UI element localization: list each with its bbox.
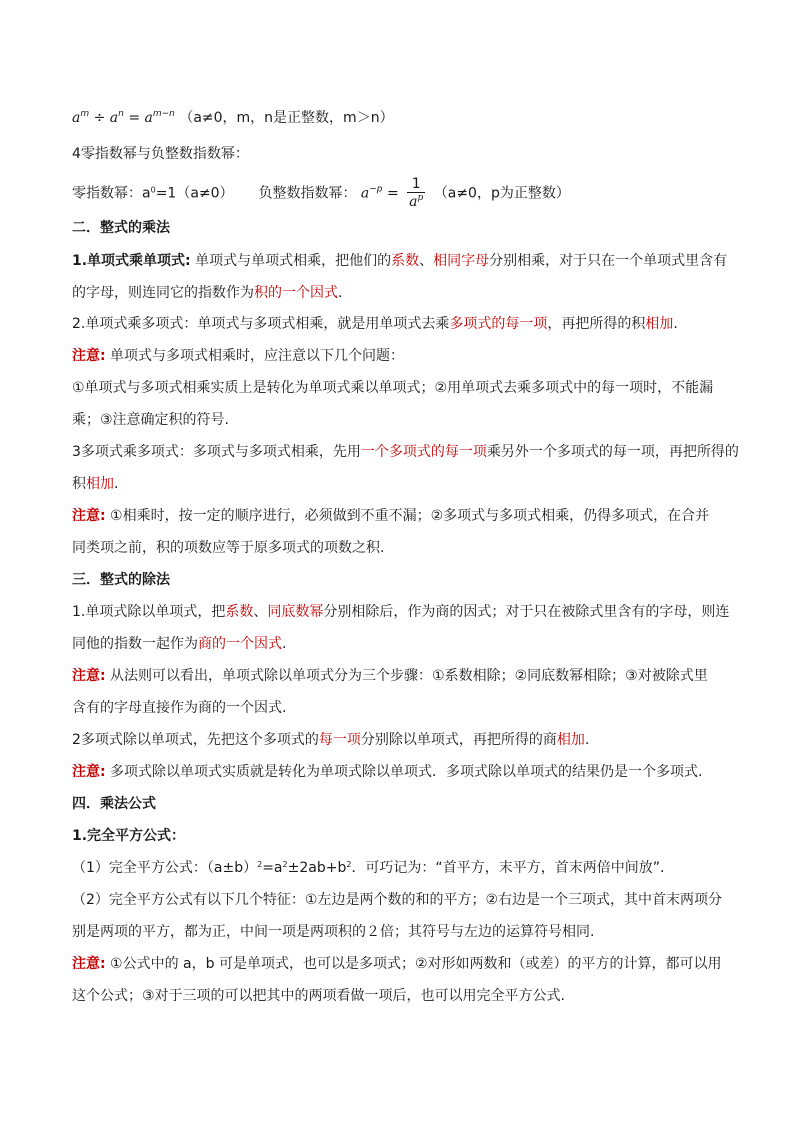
highlight-term: 积的一个因式 [254, 285, 338, 301]
note-5: 注意: ①公式中的 a，b 可是单项式，也可以是多项式；②对形如两数和（或差）的平方的计算，都可以用 [72, 956, 722, 972]
power-division-rule [72, 108, 732, 128]
formula-base: a [72, 110, 81, 126]
note-1: 注意: 单项式与多项式相乘时，应注意以下几个问题： [72, 348, 405, 364]
highlight-term: 每一项 [318, 732, 361, 748]
negative-exponent-label: 负整数指数幂： [258, 185, 357, 202]
note-2-line2: 同类项之前，积的项数应等于原多项式的项数之积. [72, 540, 385, 556]
perfect-square-features: （2）完全平方公式有以下几个特征：①左边是两个数的和的平方；②右边是一个三项式，其中首末两项分 [72, 892, 723, 908]
subsection-zero-negative-exponent: 4零指数幂与负整数指数幂： [72, 146, 249, 162]
note-label: 注意: [72, 764, 106, 780]
note-5-line2: 这个公式；③对于三项的可以把其中的两项看做一项后，也可以用完全平方公式. [72, 988, 565, 1004]
highlight-term: 相加 [645, 316, 674, 332]
zero-exponent-rest: =1（a≠0） [155, 185, 234, 202]
rule-monomial-div-monomial-cont: 同他的指数一起作为商的一个因式. [72, 636, 287, 652]
formula-exponent: m [80, 109, 90, 119]
fraction-numerator: 1 [411, 176, 421, 192]
note-label: 注意: [72, 348, 106, 364]
rule-polynomial-times-polynomial-cont: 积相加. [72, 476, 119, 492]
highlight-term: 一个多项式的每一项 [360, 444, 487, 460]
equals-sign: = [128, 110, 141, 126]
highlight-term: 多项式的每一项 [449, 316, 548, 332]
formula-exponent: m−n [152, 109, 175, 119]
highlight-term: 同底数幂 [267, 604, 324, 620]
formula-base: a [109, 110, 119, 126]
section-heading-multiplication: 二．整式的乘法 [72, 220, 170, 236]
formula-exponent: n [118, 109, 124, 119]
rule-monomial-times-monomial: 1.单项式乘单项式: 单项式与单项式相乘，把他们的系数、相同字母分别相乘，对于只在一个单项式里含有 [72, 253, 728, 269]
equals-sign: = [386, 185, 399, 202]
note-3: 注意: 从法则可以看出，单项式除以单项式分为三个步骤：①系数相除；②同底数幂相除；③对被除式里 [72, 668, 708, 684]
rule-title: 1.单项式乘单项式: [72, 253, 191, 269]
highlight-term: 相加 [86, 476, 114, 492]
formula-exponent: −p [369, 184, 383, 195]
fraction-denominator: $a^p$ [409, 193, 424, 210]
zero-negative-exponent-formulas [72, 176, 732, 211]
zero-exponent-sup: 0 [150, 185, 156, 195]
section-heading-division: 三．整式的除法 [72, 572, 170, 588]
rule-monomial-times-polynomial: 2.单项式乘多项式：单项式与多项式相乘，就是用单项式去乘多项式的每一项，再把所得的积相加. [72, 316, 678, 332]
formula-condition: （a≠0，m，n是正整数，m＞n） [179, 110, 394, 126]
highlight-term: 相同字母 [433, 253, 490, 269]
perfect-square-formula: （1）完全平方公式：$(a\pm b)^2=a^2\pm 2ab+b^2$．可巧记为：“首平方，末平方，首末两倍中间放”. [72, 860, 665, 876]
highlight-term: 系数 [391, 253, 420, 269]
formula-base: a [360, 185, 370, 202]
note-3-line2: 含有的字母直接作为商的一个因式. [72, 700, 287, 716]
note-1-line2: ①单项式与多项式相乘实质上是转化为单项式乘以单项式；②用单项式去乘多项式中的每一项时，不能漏 [72, 380, 714, 396]
note-2: 注意: ①相乘时，按一定的顺序进行，必须做到不重不漏；②多项式与多项式相乘，仍得多项式，在合并 [72, 508, 710, 524]
subsection-perfect-square: 1.完全平方公式： [72, 828, 186, 844]
perfect-square-features-cont: 别是两项的平方，都为正，中间一项是两项积的２倍；其符号与左边的运算符号相同. [72, 924, 595, 940]
rule-monomial-div-monomial: 1.单项式除以单项式，把系数、同底数幂分别相除后，作为商的因式；对于只在被除式里含有的字母，则连 [72, 604, 730, 620]
note-label: 注意: [72, 508, 106, 524]
note-4: 注意: 多项式除以单项式实质就是转化为单项式除以单项式．多项式除以单项式的结果仍是一个多项式. [72, 764, 703, 780]
rule-monomial-times-monomial-cont: 的字母，则连同它的指数作为积的一个因式. [72, 285, 343, 301]
divide-sign: ÷ [93, 110, 106, 126]
rule-polynomial-times-polynomial: 3多项式乘多项式：多项式与多项式相乘，先用一个多项式的每一项乘另外一个多项式的每一项，再把所得的 [72, 444, 739, 460]
zero-exponent-label: 零指数幂：a [72, 185, 151, 202]
formula-base: a [144, 110, 153, 126]
note-label: 注意: [72, 956, 106, 972]
section-heading-formulas: 四．乘法公式 [72, 796, 156, 812]
note-label: 注意: [72, 668, 106, 684]
note-1-line3: 乘；③注意确定积的符号. [72, 412, 230, 428]
highlight-term: 商的一个因式 [198, 636, 282, 652]
highlight-term: 系数 [225, 604, 254, 620]
fraction [407, 176, 425, 211]
highlight-term: 相加 [556, 732, 585, 748]
formula-condition: （a≠0，p为正整数） [433, 185, 570, 202]
rule-polynomial-div-monomial: 2多项式除以单项式，先把这个多项式的每一项分别除以单项式，再把所得的商相加. [72, 732, 590, 748]
